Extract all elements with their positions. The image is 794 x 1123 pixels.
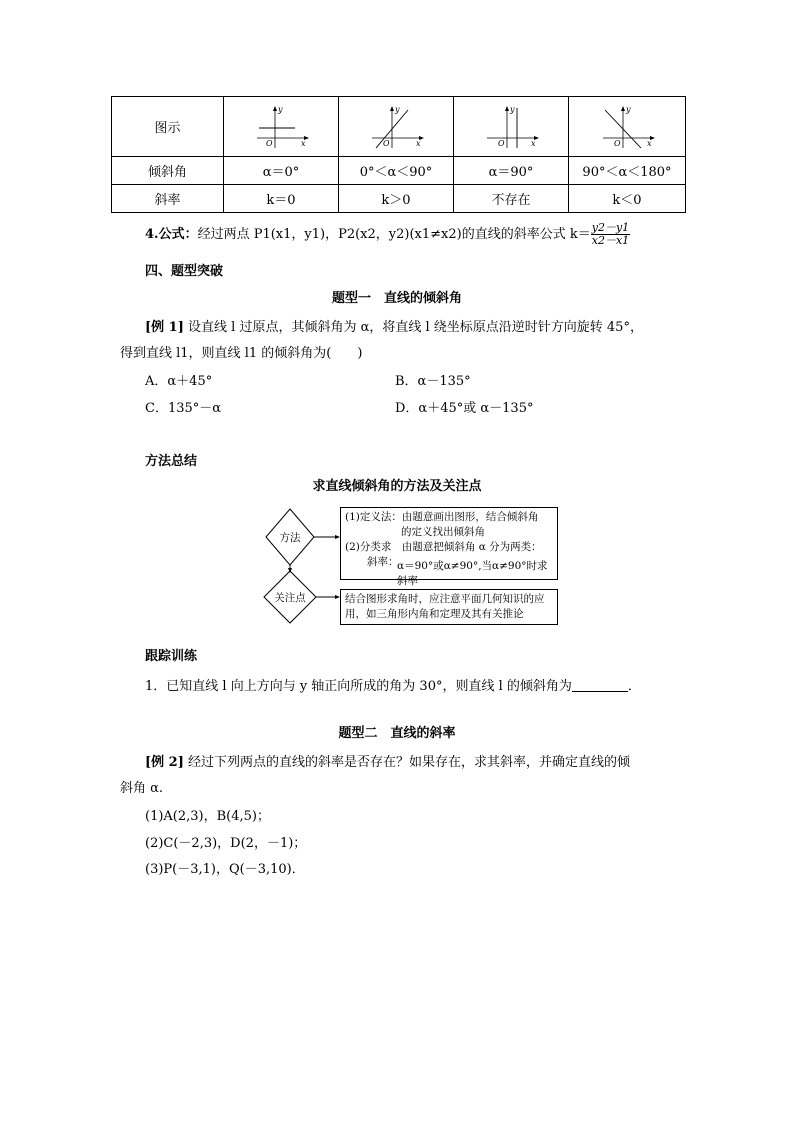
def-line2: 的定义找出倾斜角 [401, 526, 485, 538]
row-header-slope: 斜率 [112, 185, 224, 213]
tracking-heading: 跟踪训练 [145, 649, 198, 664]
question-text: 经过下列两点的直线的斜率是否存在？如果存在，求其斜率，并确定直线的倾 [188, 755, 631, 770]
y-axis-label: y [278, 104, 283, 114]
exercise-text: 1．已知直线 l 向上方向与 y 轴正向所成的角为 30°，则直线 l 的倾斜角为 [145, 679, 572, 694]
slope-fraction [591, 222, 630, 247]
table-row [112, 97, 686, 157]
x-axis-label: x [301, 138, 306, 148]
cls-line2: 斜率： [367, 556, 399, 568]
question-text: 设直线 l 过原点，其倾斜角为 α，将直线 l 绕坐标原点沿逆时针方向旋转 45°， [188, 320, 643, 335]
slope-cell: k＜0 [569, 185, 686, 213]
row-header-diagram: 图示 [112, 97, 224, 157]
option-a: A．α＋45° [145, 374, 213, 389]
cls-line3: α＝90°或α≠90°,当α≠90°时求斜率 [397, 560, 548, 587]
y-axis-label: y [626, 104, 631, 114]
x-axis-label: x [647, 138, 652, 148]
example2-item1: (1)A(2,3)，B(4,5)； [145, 809, 270, 824]
angle-cell: α＝0° [224, 157, 339, 185]
example1-line1 [145, 316, 643, 335]
example-label: [例 1] [145, 320, 184, 335]
diagram-horizontal [224, 97, 339, 157]
origin-label: O [498, 138, 505, 148]
type2-title: 题型二 直线的斜率 [338, 726, 456, 741]
horizontal-line-graph [251, 104, 311, 150]
method-label: 方法 [279, 532, 301, 544]
focus-line2: 用，如三角形内角和定理及其有关推论 [345, 608, 524, 620]
section-heading: 四、题型突破 [145, 264, 224, 279]
y-axis-label: y [395, 104, 400, 114]
table-row [112, 157, 686, 185]
example1-line2: 得到直线 l1，则直线 l1 的倾斜角为( ) [120, 346, 363, 361]
focus-line1: 结合图形求角时，应注意平面几何知识的应 [345, 593, 545, 605]
slope-cell: k＝0 [224, 185, 339, 213]
slope-cell: k＞0 [339, 185, 454, 213]
type1-title: 题型一 直线的倾斜角 [331, 291, 462, 306]
negative-slope-graph [597, 104, 657, 150]
diagram-vertical [454, 97, 569, 157]
cls-line1: (2)分类求 由题意把倾斜角 α 分为两类： [345, 541, 542, 553]
diagram-positive [339, 97, 454, 157]
origin-label: O [614, 138, 621, 148]
angle-cell: 90°＜α＜180° [569, 157, 686, 185]
fraction-denominator: x2－x1 [591, 234, 630, 247]
example2-item3: (3)P(－3,1)，Q(－3,10)． [145, 862, 305, 877]
answer-blank[interactable] [572, 679, 628, 692]
def-line1: (1)定义法：由题意画出图形，结合倾斜角 [345, 511, 539, 523]
x-axis-label: x [416, 138, 421, 148]
exercise-end: ． [627, 679, 641, 694]
angle-cell: 0°＜α＜90° [339, 157, 454, 185]
focus-label: 关注点 [274, 592, 306, 604]
exercise-1 [145, 675, 641, 694]
positive-slope-graph [366, 104, 426, 150]
method-box [340, 507, 558, 587]
angle-cell: α＝90° [454, 157, 569, 185]
slope-cell: 不存在 [454, 185, 569, 213]
example2-line1 [145, 751, 630, 770]
option-b: B．α－135° [395, 374, 471, 389]
table-row [112, 185, 686, 213]
method-summary: 方法总结 [145, 454, 198, 469]
formula-label: 4.公式： [145, 227, 198, 242]
formula-text: 经过两点 P1(x1，y1)，P2(x2，y2)(x1≠x2)的直线的斜率公式 k＝ [197, 227, 591, 242]
fraction-numerator: y2－y1 [591, 221, 630, 234]
diagram-negative [569, 97, 686, 157]
option-d: D．α＋45°或 α－135° [395, 401, 534, 416]
example2-item2: (2)C(－2,3)，D(2，－1)； [145, 836, 307, 851]
origin-label: O [266, 138, 273, 148]
option-c: C．135°－α [145, 401, 222, 416]
example-label: [例 2] [145, 755, 184, 770]
example2-line2: 斜角 α. [120, 781, 164, 796]
row-header-angle: 倾斜角 [112, 157, 224, 185]
x-axis-label: x [531, 138, 536, 148]
focus-box [340, 589, 558, 625]
diagram-title: 求直线倾斜角的方法及关注点 [312, 479, 482, 494]
vertical-line-graph [481, 104, 541, 150]
formula-line [145, 222, 630, 247]
slope-table [111, 96, 686, 213]
y-axis-label: y [510, 104, 515, 114]
origin-label: O [383, 138, 390, 148]
